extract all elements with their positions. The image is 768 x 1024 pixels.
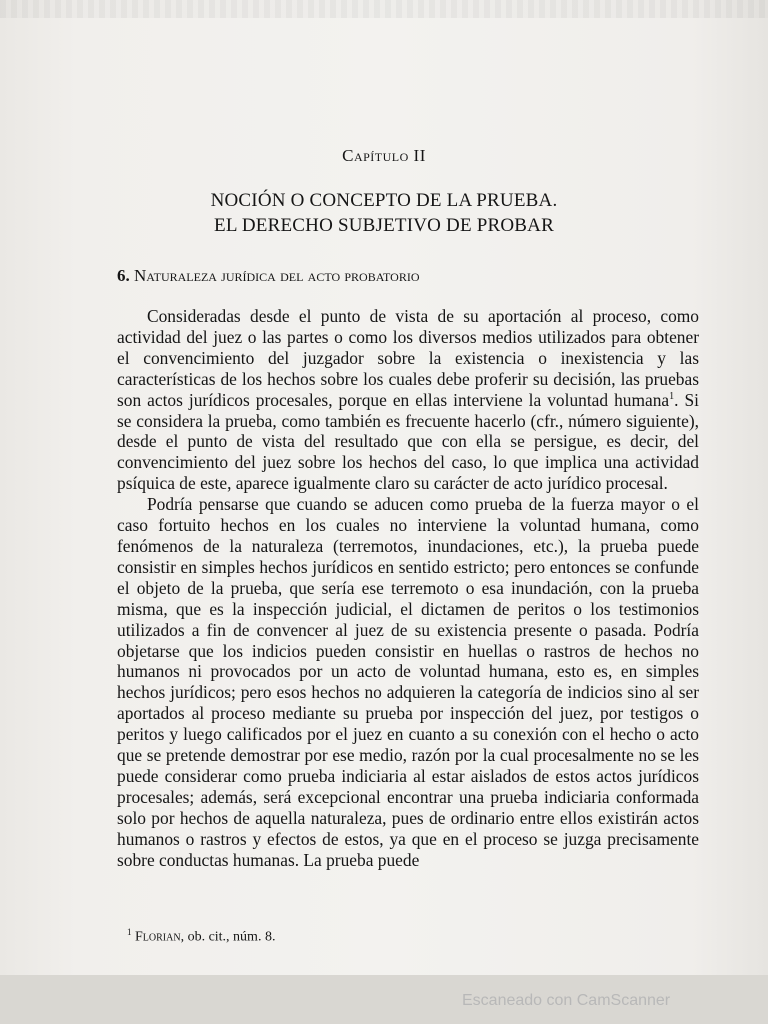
section-heading	[117, 266, 420, 286]
footnote-author: Florian	[135, 929, 181, 945]
bleed-through-strip	[0, 0, 768, 18]
section-number: 6.	[117, 266, 130, 285]
footnote-text: , ob. cit., núm. 8.	[180, 929, 276, 945]
footnote-reference: 1	[669, 390, 675, 402]
chapter-title-line-2: EL DERECHO SUBJETIVO DE PROBAR	[214, 215, 554, 236]
footnote-number: 1	[127, 927, 132, 937]
chapter-title-line-1: NOCIÓN O CONCEPTO DE LA PRUEBA.	[210, 190, 558, 211]
footnote	[127, 927, 275, 946]
body-text	[117, 306, 699, 870]
scanner-watermark: Escaneado con CamScanner	[462, 992, 671, 1009]
chapter-label: Capítulo II	[342, 146, 426, 165]
paragraph-2: Podría pensarse que cuando se aducen como prueba de la fuerza mayor o el caso fortuito hechos en los cuales no interviene la voluntad humana, como fenómenos de la naturaleza (terremotos, inundaciones, etc.), la prueba puede consistir en simples hechos jurídicos en sentido estricto; pero entonces se confunde el objeto de la prueba, que sería ese terremoto o esa inundación, con la prueba misma, que es la inspección judicial, el dictamen de peritos o los testimonios utilizados a fin de convencer al juez de su existencia presente o pasada. Podría objetarse que los indicios pueden consistir en huellas o rastros de hechos no humanos ni provocados por un acto de voluntad humana, esto es, en simples hechos jurídicos; pero esos hechos no adquieren la categoría de indicios sino al ser aportados al proceso mediante su prueba por inspección del juez, por testigos o peritos y luego calificados por el juez en cuanto a su conexión con el hecho o acto que se pretende demostrar por ese medio, razón por la cual procesalmente no se les puede considerar como prueba indiciaria al estar aislados de estos actos jurídicos procesales; además, será excepcional encontrar una prueba indiciaria conformada solo por hechos de aquella naturaleza, pues de ordinario entre ellos existirán actos humanos o rastros y efectos de estos, ya que en el proceso se juzga precisamente sobre conductas humanas. La prueba puede	[117, 494, 699, 870]
paragraph-1: Consideradas desde el punto de vista de su aportación al proceso, como actividad del juez o las partes o como los diversos medios utilizados para obtener el convencimiento del juzgador sobre la existencia o inexistencia y las características de los hechos sobre los cuales debe proferir su decisión, las pruebas son actos jurídicos procesales, porque en ellas interviene la voluntad humana$^1$. Si se considera la prueba, como también es frecuente hacerlo (cfr., número siguiente), desde el punto de vista del resultado que con ella se persigue, es decir, del convencimiento del juez sobre los hechos del caso, lo que implica una actividad psíquica de este, aparece igualmente claro su carácter de acto jurídico procesal.	[117, 306, 699, 494]
section-title: Naturaleza jurídica del acto probatorio	[134, 266, 420, 285]
